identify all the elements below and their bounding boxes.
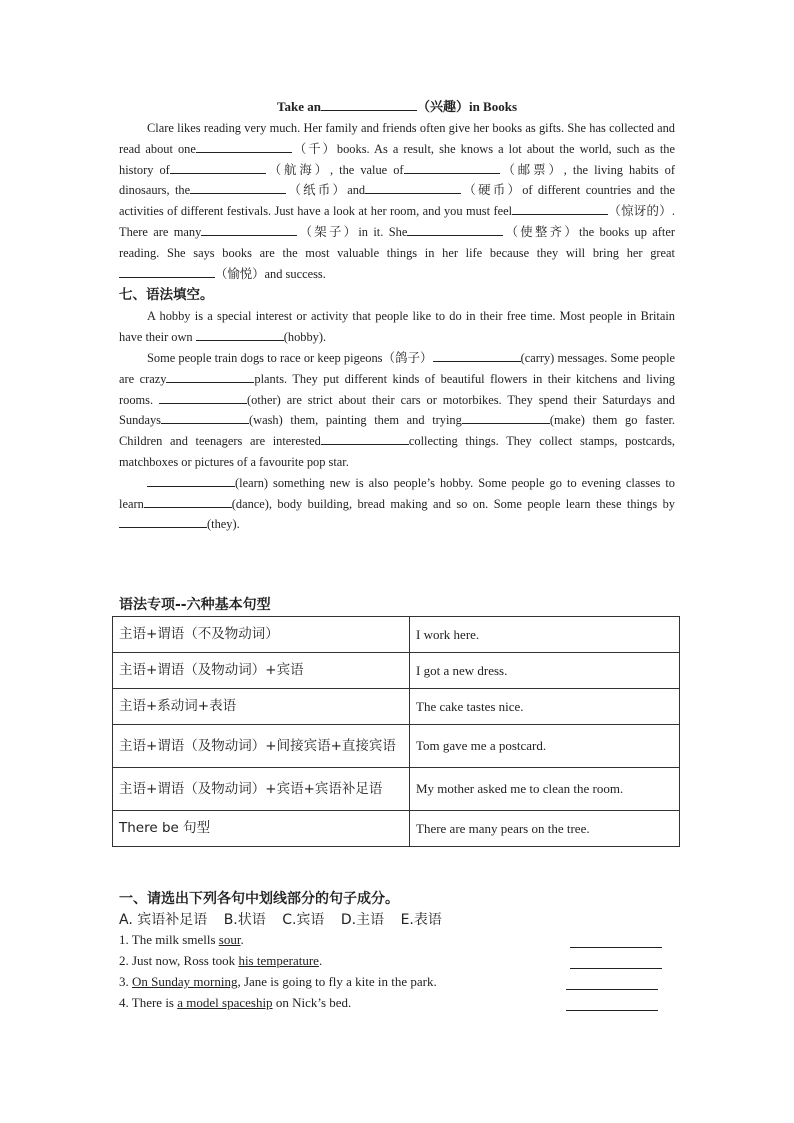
example-cell: The cake tastes nice. — [410, 689, 680, 725]
underlined-part: sour — [218, 932, 241, 947]
section-heading: 七、语法填空。 — [119, 287, 214, 304]
blank-4[interactable] — [190, 180, 286, 194]
example-cell: I work here. — [410, 617, 680, 653]
text-seg: （使整齐）the books up after reading. She says books are the most valuable things in her life because they will bring her great — [119, 224, 676, 260]
example-cell: Tom gave me a postcard. — [410, 725, 680, 768]
text-seg: （硬币）of different countries and the activities of different festivals. Just have a look at her room, and you must feel — [119, 183, 676, 219]
exercise-options — [119, 909, 454, 929]
text-seg: （航海）, the value of — [265, 162, 404, 177]
cloze-blank-9[interactable] — [144, 494, 232, 508]
blank-3[interactable] — [404, 160, 500, 174]
text-seg: （架子）in it. She — [297, 224, 408, 239]
text-seg: Some people train dogs to race or keep pigeons（鸽子） — [147, 350, 433, 365]
pattern-cell: 主语+谓语（及物动词）+间接宾语+直接宾语 — [113, 725, 410, 768]
table-row — [113, 617, 680, 653]
table-row — [113, 689, 680, 725]
pattern-cell: 主语+谓语（及物动词）+宾语+宾语补足语 — [113, 768, 410, 811]
item-text: . — [318, 953, 323, 968]
exercise-item-3 — [119, 974, 437, 990]
table-row — [113, 768, 680, 811]
item-text: . — [240, 932, 244, 947]
cloze-blank-4[interactable] — [159, 390, 247, 404]
table-row — [113, 725, 680, 768]
cloze-blank-3[interactable] — [166, 369, 254, 383]
option-d: D.主语 — [340, 912, 385, 928]
item-text: , Jane is going to fly a kite in the park. — [237, 974, 437, 989]
item-text: 4. There is — [119, 995, 178, 1010]
text-seg: （邮票）, the living habits of dinosaurs, the — [119, 162, 675, 198]
pattern-cell: 主语+谓语（不及物动词） — [113, 617, 410, 653]
item-text: 3. — [119, 974, 132, 989]
text-seg: (learn) something new is also people’s hobby. Some people go to evening classes to learn — [119, 475, 675, 511]
blank-5[interactable] — [365, 180, 461, 194]
answer-line-4[interactable] — [566, 1009, 658, 1011]
cloze-blank-8[interactable] — [147, 473, 235, 487]
grammar-title: 语法专项--六种基本句型 — [119, 597, 271, 613]
item-text: 2. Just now, Ross took — [119, 953, 239, 968]
text-seg: （纸币）and — [286, 183, 366, 198]
cloze-blank-2[interactable] — [433, 348, 521, 362]
exercise-item-4 — [119, 995, 351, 1011]
title-text-pre: Take an — [276, 99, 321, 114]
underlined-part: his temperature — [238, 953, 319, 968]
underlined-part: a model spaceship — [177, 995, 273, 1010]
example-cell: My mother asked me to clean the room. — [410, 768, 680, 811]
title-text-post: （兴趣）in Books — [416, 99, 518, 114]
cloze-blank-7[interactable] — [321, 431, 409, 445]
cloze-paragraph-1 — [119, 306, 675, 348]
passage-block — [119, 96, 675, 535]
text-seg: (wash) them, painting them and trying — [249, 413, 462, 428]
text-seg: (hobby). — [283, 330, 327, 345]
blank-2[interactable] — [170, 160, 266, 174]
example-cell: There are many pears on the tree. — [410, 811, 680, 847]
blank-7[interactable] — [201, 222, 297, 236]
text-seg: (make) them go faster. Children and teenagers are interested — [119, 413, 675, 449]
answer-line-3[interactable] — [566, 988, 658, 990]
text-seg: Clare likes reading very much. Her family and friends often give her books as gifts. She has collected and read about one — [119, 121, 675, 156]
option-b: B.状语 — [223, 912, 266, 928]
text-seg: （千）books. As a result, she knows a lot about the world, such as the history of — [119, 141, 675, 177]
text-seg: plants. They put different kinds of beautiful flowers in their kitchens and living rooms. — [119, 371, 675, 407]
cloze-blank-6[interactable] — [462, 410, 550, 424]
cloze-blank-5[interactable] — [161, 410, 249, 424]
blank-9[interactable] — [119, 264, 215, 278]
text-seg: A hobby is a special interest or activity that people like to do in their free time. Most people in Britain have their own — [119, 309, 675, 345]
text-seg: (they). — [207, 517, 240, 532]
table-row — [113, 811, 680, 847]
cloze-paragraph-3 — [119, 473, 675, 535]
text-seg: （愉悦）and success. — [215, 266, 326, 281]
example-cell: I got a new dress. — [410, 653, 680, 689]
sentence-pattern-table — [112, 616, 680, 847]
pattern-cell: 主语+谓语（及物动词）+宾语 — [113, 653, 410, 689]
cloze-blank-1[interactable] — [196, 327, 284, 341]
exercise-item-2 — [119, 953, 322, 969]
blank-8[interactable] — [407, 222, 503, 236]
cloze-paragraph-2 — [119, 348, 675, 473]
text-seg: （惊讶的）. There are many — [119, 204, 676, 239]
option-c: C.宾语 — [282, 912, 325, 928]
passage-paragraph — [119, 118, 675, 284]
item-text: 1. The milk smells — [119, 932, 219, 947]
cloze-blank-10[interactable] — [119, 514, 207, 528]
title-blank[interactable] — [321, 97, 417, 111]
text-seg: (other) are strict about their cars or motorbikes. They spend their Saturdays and Sundays — [119, 392, 675, 428]
passage-title — [119, 96, 675, 118]
exercise-heading: 一、请选出下列各句中划线部分的句子成分。 — [119, 891, 399, 907]
text-seg: collecting things. They collect stamps, postcards, matchboxes or pictures of a favourite pop star. — [119, 434, 676, 469]
pattern-cell: 主语+系动词+表语 — [113, 689, 410, 725]
option-a: A. 宾语补足语 — [119, 912, 208, 928]
text-seg: (dance), body building, bread making and so on. Some people learn these things by — [231, 496, 675, 511]
blank-6[interactable] — [512, 201, 608, 215]
answer-line-1[interactable] — [570, 946, 662, 948]
blank-1[interactable] — [196, 139, 292, 153]
table-row — [113, 653, 680, 689]
option-e: E.表语 — [400, 912, 442, 928]
exercise-item-1 — [119, 932, 244, 948]
underlined-part: On Sunday morning — [132, 974, 238, 989]
answer-line-2[interactable] — [570, 967, 662, 969]
item-text: on Nick’s bed. — [272, 995, 352, 1010]
pattern-cell: There be 句型 — [113, 811, 410, 847]
text-seg: (carry) messages. Some people are crazy — [119, 350, 676, 386]
